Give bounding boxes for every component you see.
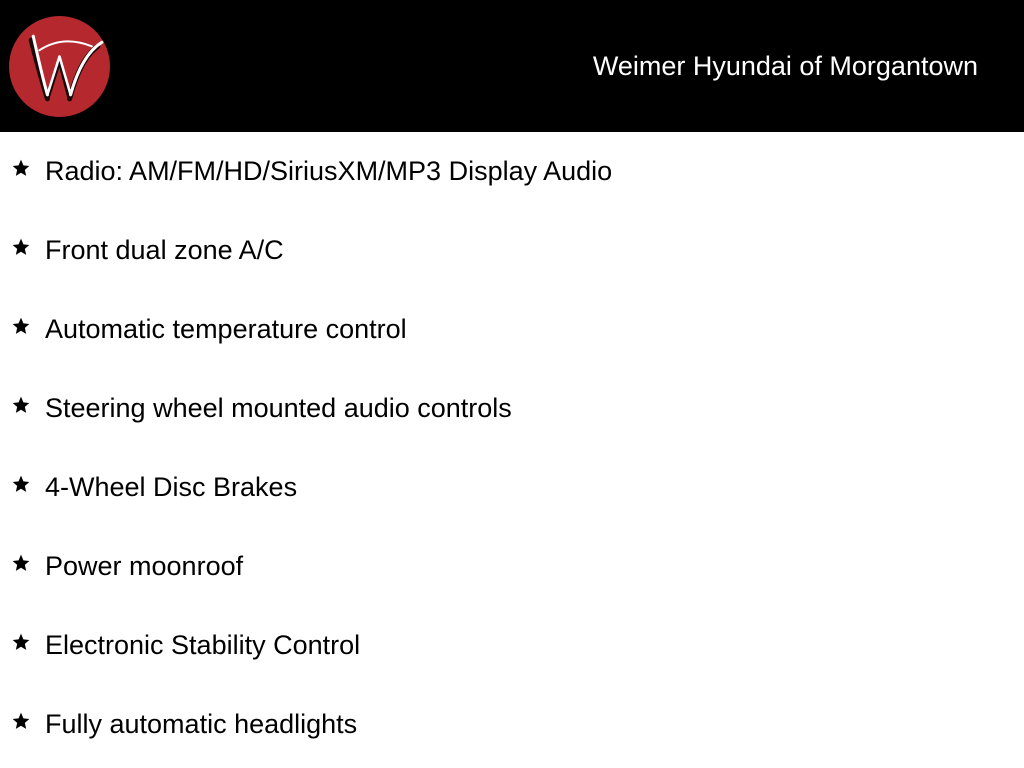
list-item (0, 369, 1024, 448)
header-bar (0, 0, 1024, 132)
list-item (0, 448, 1024, 527)
feature-list (0, 132, 1024, 764)
feature-label: Steering wheel mounted audio controls (45, 393, 512, 423)
feature-label: Electronic Stability Control (45, 630, 361, 660)
feature-label: Fully automatic headlights (45, 709, 358, 739)
feature-label: 4-Wheel Disc Brakes (45, 472, 298, 502)
star-icon (11, 316, 31, 336)
w-logo-icon (9, 16, 110, 117)
feature-label: Automatic temperature control (45, 314, 407, 344)
star-icon (11, 158, 31, 178)
star-icon (11, 474, 31, 494)
list-item (0, 132, 1024, 211)
star-icon (11, 553, 31, 573)
feature-label: Front dual zone A/C (45, 235, 284, 265)
feature-label: Radio: AM/FM/HD/SiriusXM/MP3 Display Audio (45, 156, 613, 186)
list-item (0, 685, 1024, 764)
list-item (0, 290, 1024, 369)
list-item (0, 527, 1024, 606)
list-item (0, 606, 1024, 685)
star-icon (11, 237, 31, 257)
star-icon (11, 395, 31, 415)
star-icon (11, 711, 31, 731)
dealer-name: Weimer Hyundai of Morgantown (592, 51, 978, 81)
feature-label: Power moonroof (45, 551, 244, 581)
star-icon (11, 632, 31, 652)
list-item (0, 211, 1024, 290)
